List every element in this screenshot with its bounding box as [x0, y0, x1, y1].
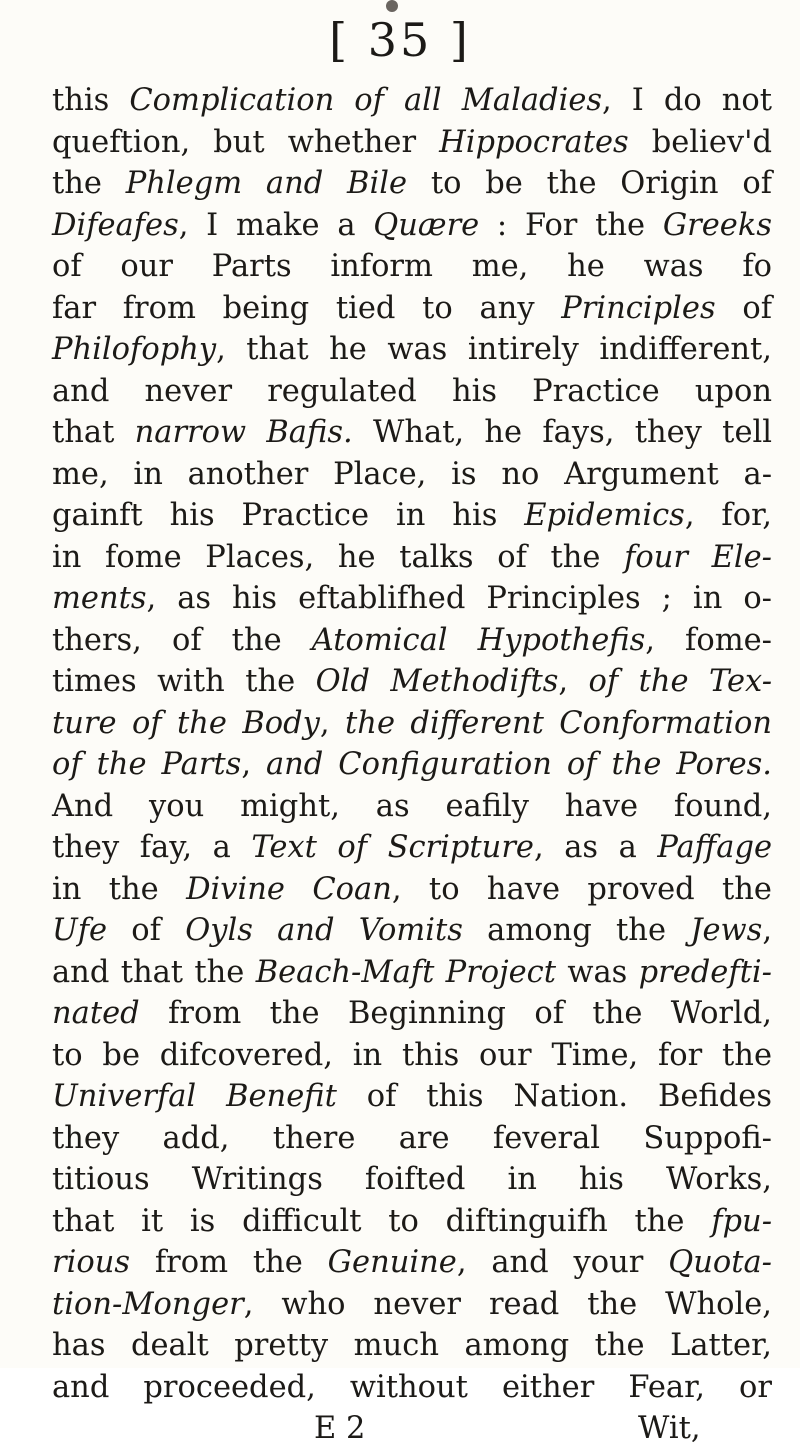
- text-run: What, he fays, they tell: [352, 415, 772, 450]
- text-run: this: [52, 83, 130, 118]
- text-run: ,: [241, 747, 266, 782]
- text-line: [52, 1242, 772, 1284]
- text-line: [52, 869, 772, 911]
- text-run: , as his eftablifhed Principles ; in o-: [146, 581, 772, 616]
- text-run: that it is difficult to diftinguifh the: [52, 1203, 712, 1239]
- text-run: thers, of the: [52, 622, 312, 658]
- text-line: [52, 163, 772, 205]
- text-run: in the: [52, 871, 187, 907]
- text-line: [52, 744, 772, 786]
- text-run: to be difcovered, in this our Time, for the: [52, 1037, 772, 1073]
- italic-text: Complication of all Maladies: [129, 83, 603, 118]
- italic-text: of the Parts: [52, 747, 242, 782]
- text-run: of our Parts inform me, he was fo: [52, 249, 772, 284]
- italic-text: Atomical Hypothefis: [311, 622, 646, 658]
- text-run: of this Nation. Befides: [336, 1079, 772, 1114]
- catchword: Wit,: [638, 1411, 701, 1446]
- text-run: ,: [319, 705, 346, 741]
- italic-text: Philofophy: [52, 332, 217, 367]
- text-run: me, in another Place, is no Argument a-: [52, 456, 772, 492]
- text-run: , fome-: [645, 622, 772, 658]
- text-run: queftion, but whether: [52, 124, 440, 160]
- text-run: of: [107, 913, 186, 948]
- text-line: [52, 329, 772, 371]
- italic-text: Ufe: [52, 913, 108, 948]
- text-run: far from being tied to any: [52, 290, 562, 326]
- text-run: , to have proved the: [391, 871, 772, 907]
- text-run: to be the Origin of: [407, 166, 772, 201]
- text-line: [52, 1159, 772, 1201]
- text-run: times with the: [52, 664, 316, 699]
- text-line: [52, 578, 772, 620]
- italic-text: ture of the Body: [52, 705, 320, 741]
- italic-text: Univerfal Benefit: [52, 1079, 337, 1114]
- italic-text: Quære: [373, 207, 480, 243]
- text-line: [52, 412, 772, 454]
- italic-text: Greeks: [662, 207, 772, 243]
- page-number: [ 35 ]: [329, 13, 471, 67]
- text-line: [52, 454, 772, 496]
- text-run: they fay, a: [52, 830, 252, 865]
- text-line: [52, 495, 772, 537]
- italic-text: Old Methodifts: [315, 664, 559, 699]
- text-run: ,: [762, 913, 773, 948]
- text-line: [52, 1118, 772, 1160]
- italic-text: rious: [52, 1245, 130, 1280]
- text-run: gainft his Practice in his: [52, 498, 525, 533]
- text-line: [52, 205, 772, 247]
- text-line: [52, 1325, 772, 1367]
- italic-text: of the Tex-: [588, 664, 773, 699]
- text-run: and that the: [52, 954, 256, 990]
- italic-text: Text of Scripture: [251, 830, 534, 865]
- text-line: [52, 952, 772, 994]
- text-line: [52, 661, 772, 703]
- italic-text: narrow Bafis.: [134, 415, 353, 450]
- text-line: [52, 1284, 772, 1326]
- text-run: , for,: [684, 498, 773, 533]
- text-line: [52, 537, 772, 579]
- italic-text: Quota-: [668, 1245, 772, 1280]
- text-run: , I do not: [602, 83, 772, 118]
- text-line: [52, 122, 772, 164]
- text-run: in fome Places, he talks of the: [52, 539, 625, 575]
- text-line: [52, 371, 772, 413]
- text-line: [52, 246, 772, 288]
- text-run: , that he was intirely indifferent,: [216, 332, 772, 367]
- italic-text: Paffage: [657, 830, 773, 865]
- italic-text: predefti-: [638, 954, 772, 990]
- text-run: and proceeded, without either Fear, or: [52, 1369, 772, 1405]
- italic-text: Divine Coan: [186, 871, 392, 907]
- text-run: , as a: [533, 830, 658, 865]
- italic-text: fpu-: [711, 1203, 772, 1239]
- italic-text: Hippocrates: [439, 124, 629, 160]
- text-line: [52, 80, 772, 122]
- text-line: [52, 910, 772, 952]
- text-run: ,: [558, 664, 589, 699]
- italic-text: Principles: [561, 290, 716, 326]
- text-line: [52, 993, 772, 1035]
- italic-text: Phlegm and Bile: [125, 166, 408, 201]
- text-run: was: [555, 954, 639, 990]
- text-line: [52, 1367, 772, 1409]
- text-line: [52, 786, 772, 828]
- text-run: that: [52, 415, 135, 450]
- text-run: has dealt pretty much among the Latter,: [52, 1328, 772, 1363]
- italic-text: Jews: [690, 913, 763, 948]
- italic-text: four Ele-: [624, 539, 772, 575]
- text-run: , I make a: [178, 207, 374, 243]
- body-text: [52, 80, 772, 1450]
- text-run: : For the: [479, 207, 663, 243]
- text-run: from the Beginning of the World,: [139, 996, 772, 1031]
- footer-line: [52, 1408, 772, 1450]
- italic-text: tion-Monger: [52, 1286, 244, 1322]
- italic-text: Beach-Maft Project: [255, 954, 556, 990]
- text-run: from the: [130, 1245, 328, 1280]
- text-run: of: [715, 290, 772, 326]
- ink-spot: [386, 0, 398, 12]
- text-run: And you might, as eafily have found,: [52, 788, 772, 824]
- italic-text: Oyls and Vomits: [185, 913, 463, 948]
- text-run: they add, there are feveral Suppofi-: [52, 1120, 772, 1156]
- text-line: [52, 1076, 772, 1118]
- italic-text: Genuine: [327, 1245, 457, 1280]
- italic-text: the different Conformation: [345, 705, 772, 741]
- text-line: [52, 288, 772, 330]
- text-line: [52, 827, 772, 869]
- italic-text: Epidemics: [524, 498, 685, 533]
- signature-mark: E 2: [314, 1411, 366, 1446]
- text-line: [52, 703, 772, 745]
- text-run: the: [52, 166, 126, 201]
- text-run: believ'd: [628, 124, 773, 160]
- text-line: [52, 1201, 772, 1243]
- text-run: among the: [462, 913, 691, 948]
- text-run: , who never read the Whole,: [243, 1286, 772, 1322]
- italic-text: and Configuration of the Pores.: [265, 747, 772, 782]
- text-run: and never regulated his Practice upon: [52, 373, 772, 409]
- text-run: , and your: [456, 1245, 669, 1280]
- text-run: titious Writings foifted in his Works,: [52, 1162, 772, 1197]
- italic-text: ments: [52, 581, 147, 616]
- italic-text: nated: [52, 996, 140, 1031]
- text-line: [52, 1035, 772, 1077]
- text-line: [52, 620, 772, 662]
- italic-text: Difeafes: [52, 207, 179, 243]
